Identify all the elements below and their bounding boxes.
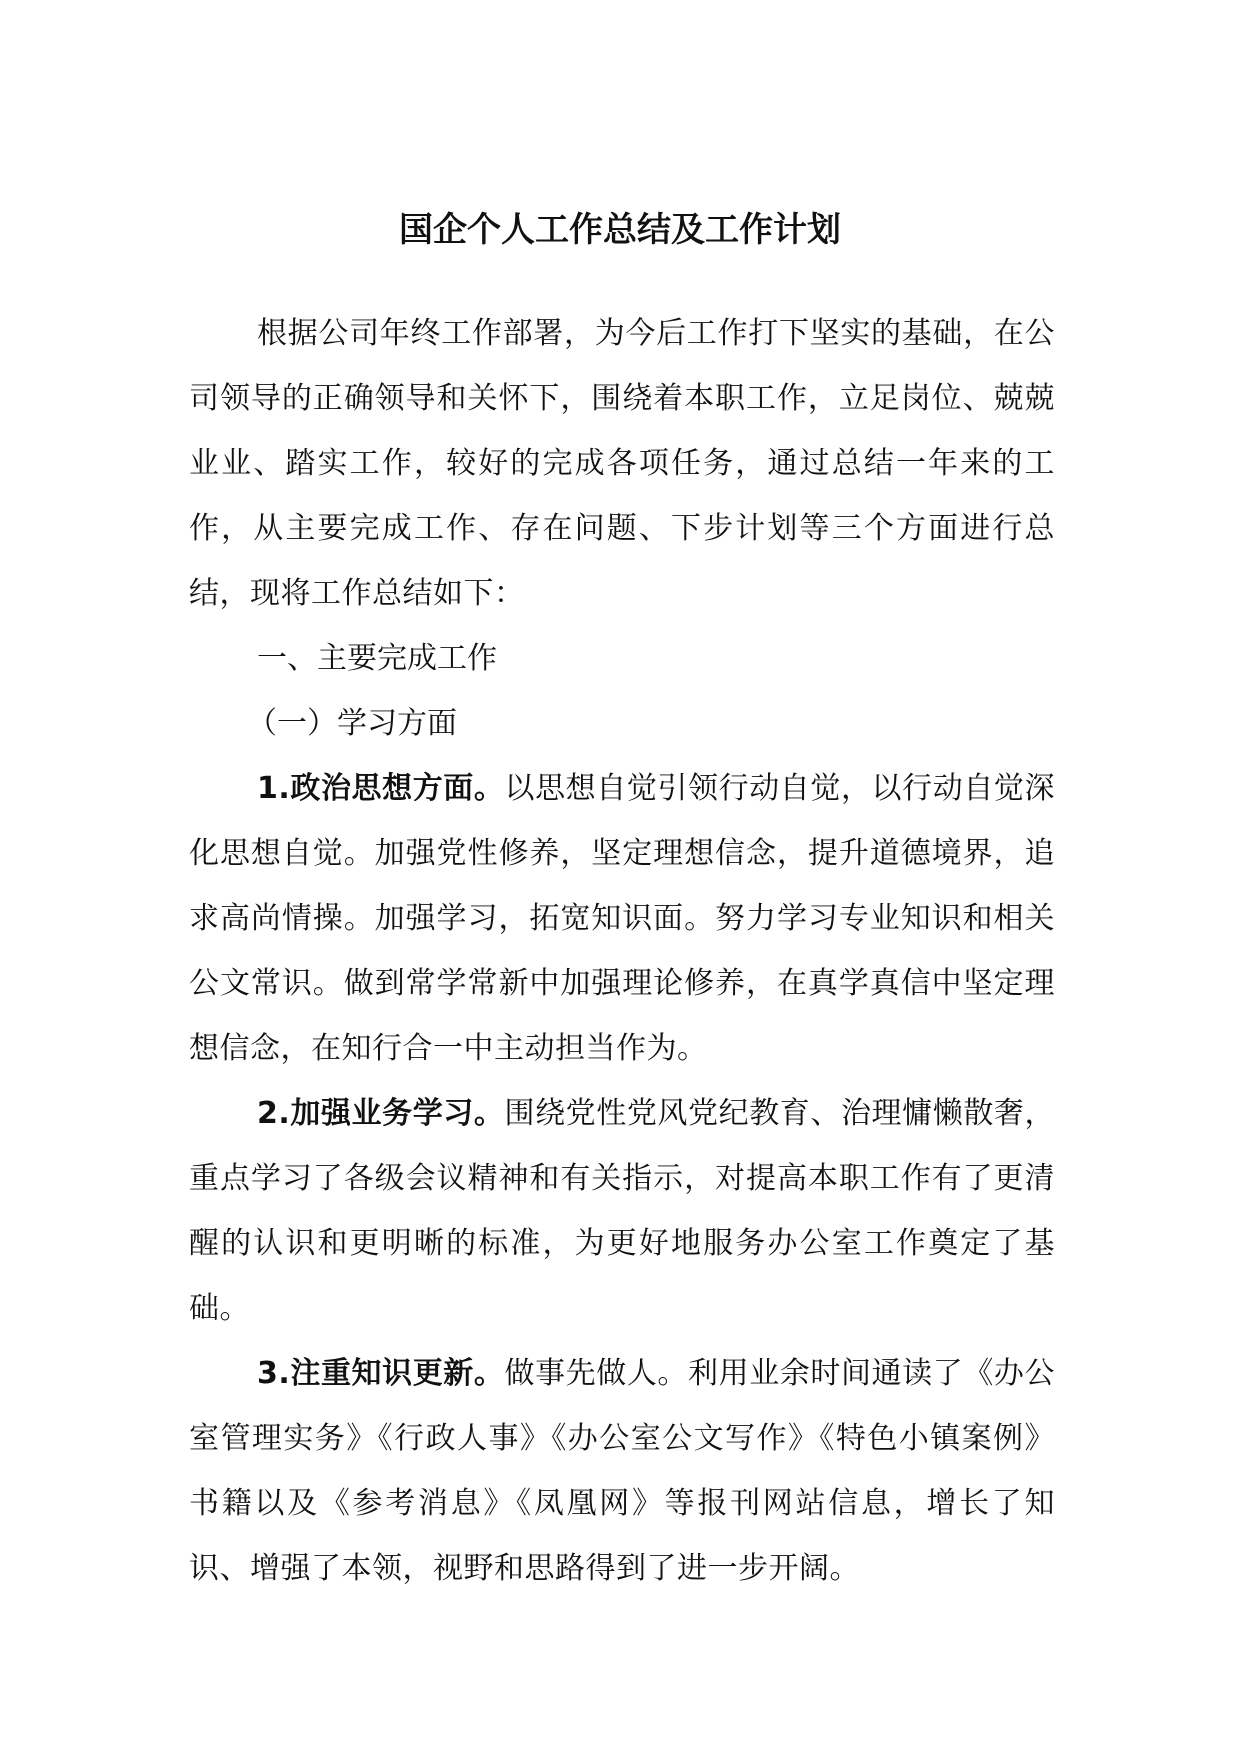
item-text: 以思想自觉引领行动自觉，以行动自觉深化思想自觉。加强党性修养，坚定理想信念，提升道德境界，追求高尚情操。加强学习，拓宽知识面。努力学习专业知识和相关公文常识。做到常学常新中加强理论修养，在真学真信中坚定理想信念，在知行合一中主动担当作为。 (189, 771, 1055, 1066)
item-lead: 3.注重知识更新。 (257, 1356, 505, 1391)
item-paragraph-knowledge-update (189, 1341, 1055, 1601)
document-body (189, 301, 1055, 1601)
item-lead: 2.加强业务学习。 (257, 1096, 505, 1131)
intro-paragraph: 根据公司年终工作部署，为今后工作打下坚实的基础，在公司领导的正确领导和关怀下，围绕着本职工作，立足岗位、兢兢业业、踏实工作，较好的完成各项任务，通过总结一年来的工作，从主要完成工作、存在问题、下步计划等三个方面进行总结，现将工作总结如下： (189, 316, 1055, 611)
section-heading-main-work: 一、主要完成工作 (257, 641, 497, 676)
document-title: 国企个人工作总结及工作计划 (399, 210, 841, 250)
item-text: 做事先做人。利用业余时间通读了《办公室管理实务》《行政人事》《办公室公文写作》《特色小镇案例》书籍以及《参考消息》《凤凰网》等报刊网站信息，增长了知识、增强了本领，视野和思路得到了进一步开阔。 (189, 1356, 1055, 1586)
item-text: 围绕党性党风党纪教育、治理慵懒散奢，重点学习了各级会议精神和有关指示，对提高本职工作有了更清醒的认识和更明晰的标准，为更好地服务办公室工作奠定了基础。 (189, 1096, 1055, 1326)
subsection-heading-study: （一）学习方面 (247, 706, 457, 741)
item-paragraph-political-thought (189, 756, 1055, 1081)
item-paragraph-business-study (189, 1081, 1055, 1341)
item-lead: 1.政治思想方面。 (257, 771, 505, 806)
